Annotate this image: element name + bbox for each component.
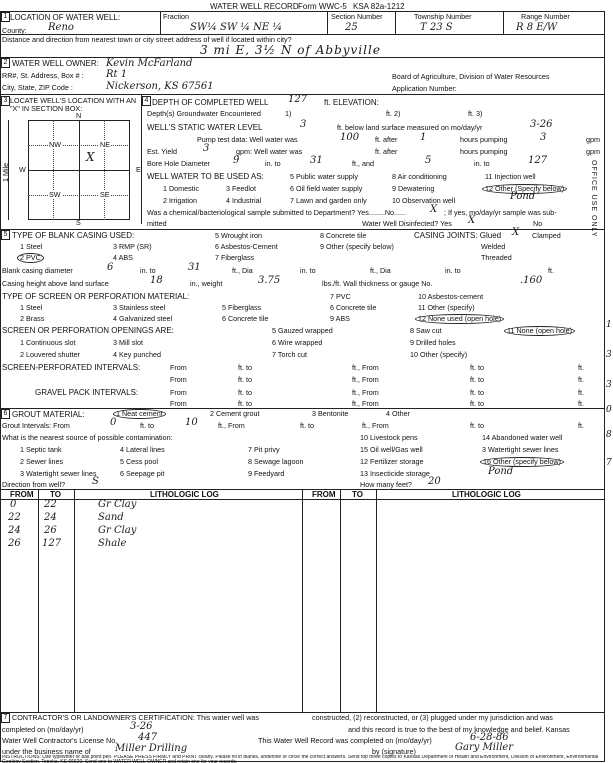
perforated-intervals-label: SCREEN-PERFORATED INTERVALS: (2, 363, 141, 372)
grout-intervals-label: Grout Intervals: From (2, 421, 70, 430)
fraction-label: Fraction (163, 12, 189, 21)
log-row-2-from: 24 (8, 525, 21, 536)
contam-septic[interactable]: 1 Septic tank (20, 445, 62, 454)
screen-other[interactable]: 11 Other (specify) (418, 303, 475, 312)
grout-label: GROUT MATERIAL: (12, 410, 85, 419)
casing-pvc-circled[interactable]: 2 PVC (17, 253, 44, 263)
use-public[interactable]: 5 Public water supply (290, 172, 358, 181)
grout-to-2: ft. to (300, 421, 314, 430)
signature-label: by (signature) (372, 747, 416, 756)
chemical-sample-rest: ; If yes, mo/day/yr sample was sub- (444, 208, 557, 217)
quadrant-ne: NE (100, 140, 110, 149)
height-value[interactable]: 18 (150, 275, 163, 286)
contam-pit-privy[interactable]: 7 Pit privy (248, 445, 280, 454)
diameter-label: Blank casing diameter (2, 266, 73, 275)
county-label: County: (2, 26, 27, 35)
signature-value[interactable]: Gary Miller (455, 742, 514, 753)
groundwater-2: ft. 2) (386, 109, 401, 118)
pump-hours-label: hours pumping (460, 135, 508, 144)
yield-label: Est. Yield (147, 147, 177, 156)
screen-concrete[interactable]: 6 Concrete tile (222, 314, 269, 323)
contam-watertight[interactable]: 3 Watertight sewer lines (20, 469, 97, 478)
grout-from-value[interactable]: 0 (110, 417, 117, 428)
contam-livestock[interactable]: 10 Livestock pens (360, 433, 418, 442)
direction-value[interactable]: S (92, 476, 99, 487)
opening-sawcut[interactable]: 8 Saw cut (410, 326, 442, 335)
license-rest: This Water Well Record was completed on (mo/day/yr) (258, 736, 432, 745)
chemical-sample-mark[interactable]: X (430, 204, 438, 215)
thickness-label: lbs./ft. Wall thickness or gauge No. (322, 279, 433, 288)
form-number: Form WWC-5 (298, 2, 347, 11)
gravel-to-3: ft. to (238, 399, 252, 408)
ft-dia-1: ft., Dia (232, 266, 253, 275)
board-label: Board of Agriculture, Division of Water Resources (392, 72, 550, 81)
grout-from-2: ft., From (218, 421, 245, 430)
in-to-3: in. to (445, 266, 461, 275)
margin-mark-5: 8 (606, 430, 612, 440)
contam-cesspool[interactable]: 5 Cess pool (120, 457, 158, 466)
pump-gpm-value[interactable]: 3 (540, 132, 547, 143)
diameter-in-to: in. to (140, 266, 156, 275)
threaded-label: Threaded (481, 253, 512, 262)
grout-to-3: ft. to (470, 421, 484, 430)
pump-after: ft. after (375, 135, 398, 144)
section-7-number: 7 (1, 713, 10, 723)
log-lithologic-header: LITHOLOGIC LOG (150, 490, 219, 499)
log-from-header-2: FROM (312, 490, 336, 499)
log-to-header-2: TO (352, 490, 363, 499)
opening-louvered[interactable]: 2 Louvered shutter (20, 350, 80, 359)
screen-steel[interactable]: 1 Steel (20, 303, 43, 312)
compass-south: S (76, 218, 81, 227)
distance-label: Distance and direction from nearest town or city street address of well if located within city? (2, 35, 292, 44)
screen-rmp[interactable]: 6 Concrete tile (330, 303, 377, 312)
contam-fertilizer[interactable]: 12 Fertilizer storage (360, 457, 424, 466)
groundwater-3: ft. 3) (468, 109, 483, 118)
bore-in-to-2: in. to (474, 159, 490, 168)
casing-fiberglass[interactable]: 7 Fiberglass (215, 253, 255, 262)
business-label: under the business name of (2, 747, 91, 756)
city-value[interactable]: Nickerson, KS 67561 (106, 81, 214, 92)
use-dewatering[interactable]: 9 Dewatering (392, 184, 435, 193)
contam-abandoned[interactable]: 14 Abandoned water well (482, 433, 563, 442)
log-lithologic-header-2: LITHOLOGIC LOG (452, 490, 521, 499)
use-lawn[interactable]: 7 Lawn and garden only (290, 196, 367, 205)
section-5-number: 5 (1, 230, 10, 240)
gravel-ft-2: ft. (578, 399, 584, 408)
township-label: Township Number (414, 12, 472, 21)
grout-ft: ft. (578, 421, 584, 430)
submitted-label: mitted (147, 219, 167, 228)
bore-value-2[interactable]: 5 (425, 155, 432, 166)
section-number-label: Section Number (331, 12, 383, 21)
opening-none-circled[interactable]: 11 None (open hole) (504, 326, 575, 336)
perf-ft-1: ft. (578, 363, 584, 372)
opening-continuous[interactable]: 1 Continuous slot (20, 338, 76, 347)
opening-other[interactable]: 10 Other (specify) (410, 350, 468, 359)
margin-mark-3: 3 (606, 380, 612, 390)
howmany-label: How many feet? (360, 480, 412, 489)
howmany-value[interactable]: 20 (428, 476, 441, 487)
perf-from-3: From (170, 375, 187, 384)
section-number-value[interactable]: 25 (345, 22, 358, 33)
margin-mark-2: 3 (606, 350, 612, 360)
log-row-1-log: Sand (98, 512, 124, 523)
section-4-number: 4 (142, 96, 151, 106)
range-value[interactable]: R 8 E/W (516, 22, 558, 33)
bore-value[interactable]: 9 (233, 155, 240, 166)
form-title: WATER WELL RECORD (210, 2, 299, 11)
instructions-text: INSTRUCTIONS: Use typewriter or ball point pen. PLEASE PRESS FIRMLY and PRINT clearly. Please fill in blanks, underline or circle the correct answers. Send top three copies to Kansas Department of Health and Environment, Division of Environment, Environmental Geology Section, Topeka, KS 66620. Send one to WATER WELL OWNER and retain one for your records. (2, 755, 599, 763)
use-domestic[interactable]: 1 Domestic (163, 184, 199, 193)
use-specify-value[interactable]: Pond (510, 191, 536, 202)
opening-key[interactable]: 4 Key punched (113, 350, 161, 359)
city-label: City, State, ZIP Code : (2, 83, 73, 92)
office-use-label: OFFICE USE ONLY (590, 160, 597, 238)
address-label: RR#, St. Address, Box # : (2, 71, 84, 80)
pump-hours-value[interactable]: 1 (420, 132, 427, 143)
disinfected-no: No (533, 219, 543, 228)
static-level-value[interactable]: 3 (300, 119, 307, 130)
opening-torch[interactable]: 7 Torch cut (272, 350, 308, 359)
log-from-header: FROM (10, 490, 34, 499)
mile-label: 1 Mile (1, 162, 10, 182)
contam-fuel[interactable]: 15 Oil well/Gas well (360, 445, 423, 454)
certification-rest: constructed, (2) reconstructed, or (3) plugged under my jurisdiction and was (312, 713, 553, 722)
section-6-number: 6 (1, 409, 10, 419)
compass-north: N (76, 111, 82, 120)
joints-mark[interactable]: X (512, 227, 520, 238)
gravel-intervals-label: GRAVEL PACK INTERVALS: (35, 388, 139, 397)
section-1-number: 1 (1, 12, 10, 22)
section-2-number: 2 (1, 58, 10, 68)
log-row-0-to: 22 (44, 499, 57, 510)
screen-pvc[interactable]: 7 PVC (330, 292, 351, 301)
application-label: Application Number: (392, 84, 457, 93)
groundwater-1: 1) (285, 109, 292, 118)
record-date-value[interactable]: 6-28-86 (470, 732, 509, 743)
perf-to-4: ft. to (470, 375, 484, 384)
township-value[interactable]: T 23 S (420, 22, 453, 33)
screen-stainless[interactable]: 3 Stainless steel (113, 303, 166, 312)
locate-label: LOCATE WELL'S LOCATION WITH AN "X" IN SECTION BOX: (10, 96, 137, 113)
gravel-from-1: From (170, 388, 187, 397)
yield-after: ft. after (375, 147, 398, 156)
range-label: Range Number (521, 12, 570, 21)
perf-to-3: ft. to (238, 375, 252, 384)
screen-galvanized[interactable]: 4 Galvanized steel (113, 314, 173, 323)
grout-bentonite[interactable]: 3 Bentonite (312, 409, 349, 418)
casing-abs[interactable]: 4 ABS (113, 253, 133, 262)
bore-ft-and: ft., and (352, 159, 374, 168)
contam-specify-value[interactable]: Pond (488, 466, 514, 477)
completed-rest: and this record is true to the best of my knowledge and belief. Kansas (348, 725, 570, 734)
chemical-sample-label: Was a chemical/bacteriological sample submitted to Department? Yes........No...... (147, 208, 407, 217)
gpm-label: gpm (586, 135, 600, 144)
grout-other[interactable]: 4 Other (386, 409, 410, 418)
depth-label: DEPTH OF COMPLETED WELL (152, 98, 269, 107)
weight-label: in., weight (190, 279, 223, 288)
contam-lagoon[interactable]: 8 Sewage lagoon (248, 457, 304, 466)
weight-value[interactable]: 3.75 (258, 275, 281, 286)
welded-label: Welded (481, 242, 506, 251)
opening-wire[interactable]: 6 Wire wrapped (272, 338, 323, 347)
yield-rest: gpm: Well water was (236, 147, 303, 156)
contam-insecticide[interactable]: 13 Insecticide storage (360, 469, 430, 478)
fraction-value[interactable]: SW¼ SW ¼ NE ¼ (190, 22, 283, 33)
casing-concrete[interactable]: 8 Concrete tile (320, 231, 367, 240)
contam-oil-gas[interactable]: 3 Watertight sewer lines (482, 445, 559, 454)
opening-gauzed[interactable]: 5 Gauzed wrapped (272, 326, 333, 335)
contam-feedyard[interactable]: 9 Feedyard (248, 469, 285, 478)
perf-to-1: ft. to (238, 363, 252, 372)
log-to-header: TO (50, 490, 61, 499)
quadrant-sw: SW (49, 190, 61, 199)
log-row-2-to: 26 (44, 525, 57, 536)
height-label: Casing height above land surface (2, 279, 109, 288)
completed-value[interactable]: 3-26 (130, 721, 153, 732)
gravel-from-2: ft., From (352, 388, 379, 397)
ft-dia-2: ft., Dia (370, 266, 391, 275)
log-row-1-from: 22 (8, 512, 21, 523)
county-value[interactable]: Reno (48, 22, 74, 33)
use-injection[interactable]: 11 Injection well (485, 172, 536, 181)
license-value[interactable]: 447 (138, 732, 158, 743)
casing-rmp[interactable]: 3 RMP (SR) (113, 242, 152, 251)
address-value[interactable]: Rt 1 (106, 69, 128, 80)
log-row-0-from: 0 (10, 499, 17, 510)
clamped-label: Clamped (532, 231, 561, 240)
perf-to-2: ft. to (470, 363, 484, 372)
contam-other-circled[interactable]: 16 Other (specify below) (480, 457, 564, 467)
well-location-mark[interactable]: X (86, 150, 95, 164)
completed-label: completed on (mo/day/yr) (2, 725, 84, 734)
contam-lateral[interactable]: 4 Lateral lines (120, 445, 165, 454)
screen-brass[interactable]: 2 Brass (20, 314, 45, 323)
bore-to-value-2[interactable]: 127 (528, 155, 548, 166)
perf-ft-2: ft. (578, 375, 584, 384)
log-row-0-log: Gr Clay (98, 499, 137, 510)
depth-value[interactable]: 127 (288, 94, 308, 105)
elevation-label: ft. ELEVATION: (324, 98, 379, 107)
disinfected-mark[interactable]: X (468, 215, 476, 226)
use-observation[interactable]: 10 Observation well (392, 196, 456, 205)
pump-test-label: Pump test data: Well water was (197, 135, 298, 144)
bore-to-value[interactable]: 31 (310, 155, 323, 166)
license-label: Water Well Contractor's License No. (2, 736, 118, 745)
grout-neat-circled[interactable]: 1 Neat cement (113, 409, 166, 419)
contam-sewer[interactable]: 2 Sewer lines (20, 457, 64, 466)
log-row-3-log: Shale (98, 538, 127, 549)
openings-label: SCREEN OR PERFORATION OPENINGS ARE: (2, 326, 174, 335)
yield-gpm-label: gpm (586, 147, 600, 156)
gravel-to-4: ft. to (470, 399, 484, 408)
disinfected-label: Water Well Disinfected? Yes (362, 219, 452, 228)
gravel-from-3: From (170, 399, 187, 408)
use-irrigation[interactable]: 2 Irrigation (163, 196, 197, 205)
distance-value[interactable]: 3 mi E, 3½ N of Abbyville (200, 43, 381, 57)
opening-drilled[interactable]: 9 Drilled holes (410, 338, 456, 347)
grout-from-3: ft., From (362, 421, 389, 430)
use-air-conditioning[interactable]: 8 Air conditioning (392, 172, 447, 181)
compass-east: E (136, 165, 141, 174)
use-label: WELL WATER TO BE USED AS: (147, 172, 264, 181)
log-row-3-to: 127 (42, 538, 62, 549)
perf-from-2: ft., From (352, 363, 379, 372)
quadrant-nw: NW (49, 140, 61, 149)
in-to-2: in. to (300, 266, 316, 275)
use-feedlot[interactable]: 3 Feedlot (226, 184, 256, 193)
diameter-value[interactable]: 6 (107, 262, 114, 273)
perf-from-4: ft., From (352, 375, 379, 384)
use-industrial[interactable]: 4 Industrial (226, 196, 262, 205)
static-level-date[interactable]: 3-26 (530, 119, 553, 130)
bore-label: Bore Hole Diameter (147, 159, 211, 168)
margin-mark-6: 7 (606, 458, 612, 468)
margin-mark-4: 0 (606, 405, 612, 415)
casing-other[interactable]: 9 Other (specify below) (320, 242, 394, 251)
bore-in-to: in. to (265, 159, 281, 168)
log-row-1-to: 24 (44, 512, 57, 523)
static-level-label: WELL'S STATIC WATER LEVEL (147, 123, 263, 132)
ksa-reference: KSA 82a-1212 (353, 2, 405, 11)
quadrant-se: SE (100, 190, 110, 199)
log-row-2-log: Gr Clay (98, 525, 137, 536)
casing-wrought[interactable]: 5 Wrought iron (215, 231, 263, 240)
direction-label: Direction from well? (2, 480, 66, 489)
grout-to-value[interactable]: 10 (185, 417, 198, 428)
compass-west: W (19, 165, 26, 174)
log-row-3-from: 26 (8, 538, 21, 549)
certification-label: CONTRACTOR'S OR LANDOWNER'S CERTIFICATION: This water well was (12, 713, 260, 722)
joints-label: CASING JOINTS: Glued (414, 231, 502, 240)
location-label: LOCATION OF WATER WELL: (10, 13, 121, 22)
perf-from-1: From (170, 363, 187, 372)
screen-abs[interactable]: 9 ABS (330, 314, 350, 323)
casing-asbestos[interactable]: 6 Asbestos-Cement (215, 242, 278, 251)
gravel-to-2: ft. to (470, 388, 484, 397)
screen-fiberglass[interactable]: 5 Fiberglass (222, 303, 262, 312)
screen-asbestos[interactable]: 10 Asbestos-cement (418, 292, 484, 301)
pump-test-value[interactable]: 100 (340, 132, 360, 143)
screen-none-circled[interactable]: 12 None used (open hole) (415, 314, 504, 324)
use-other-circled[interactable]: 12 Other (Specify below) (482, 184, 567, 194)
business-value[interactable]: Miller Drilling (115, 743, 188, 754)
contamination-label: What is the nearest source of possible contamination: (2, 433, 173, 442)
static-level-rest: ft. below land surface measured on mo/day/yr (337, 123, 483, 132)
thickness-value[interactable]: .160 (520, 275, 543, 286)
yield-value[interactable]: 3 (203, 143, 210, 154)
gravel-from-4: ft., From (352, 399, 379, 408)
section-3-number: 3 (1, 96, 10, 106)
owner-label: WATER WELL OWNER: (12, 59, 99, 68)
use-oilfield[interactable]: 6 Oil field water supply (290, 184, 363, 193)
grout-cement[interactable]: 2 Cement grout (210, 409, 260, 418)
owner-value[interactable]: Kevin McFarland (106, 58, 193, 69)
yield-hours-label: hours pumping (460, 147, 508, 156)
margin-mark-1: 1 (606, 320, 612, 330)
contam-seepage[interactable]: 6 Seepage pit (120, 469, 165, 478)
casing-steel[interactable]: 1 Steel (20, 242, 43, 251)
groundwater-label: Depth(s) Groundwater Encountered (147, 109, 261, 118)
gravel-to-1: ft. to (238, 388, 252, 397)
ft-end: ft. (548, 266, 554, 275)
casing-label: TYPE OF BLANK CASING USED: (12, 231, 135, 240)
grout-to-label: ft. to (140, 421, 154, 430)
opening-mill[interactable]: 3 Mill slot (113, 338, 143, 347)
diameter-to-value[interactable]: 31 (188, 262, 201, 273)
screen-label: TYPE OF SCREEN OR PERFORATION MATERIAL: (2, 292, 190, 301)
gravel-ft-1: ft. (578, 388, 584, 397)
